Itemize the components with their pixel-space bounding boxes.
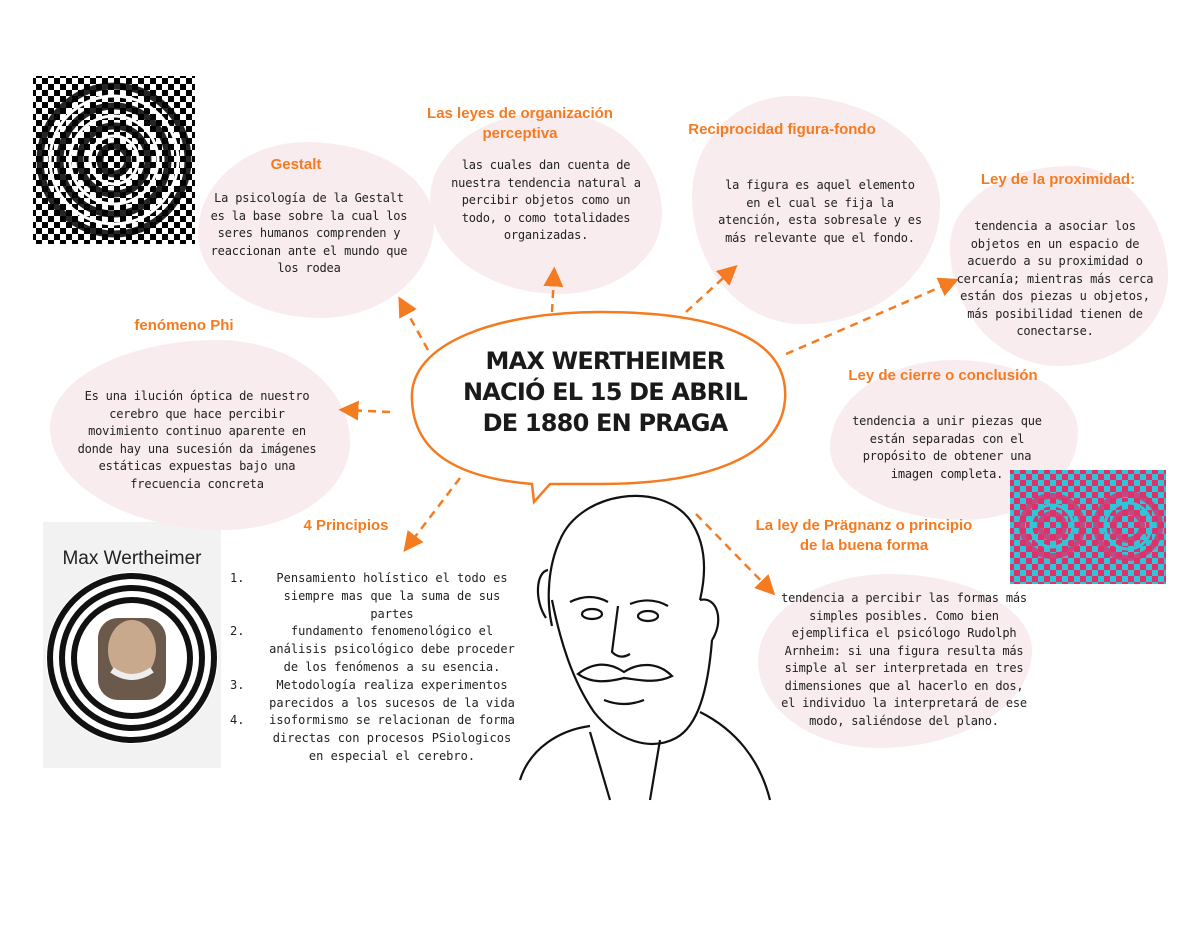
text-line: los rodea: [277, 261, 341, 275]
list-item: [226, 677, 526, 713]
list-item-text: [258, 677, 526, 713]
list-item-number: 2.: [230, 624, 245, 639]
central-title-line-2: NACIÓ EL 15 DE ABRIL: [462, 378, 747, 406]
text-line: La psicología de la Gestalt: [214, 191, 404, 205]
text-line: estáticas expuestas bajo una: [98, 459, 296, 473]
text-line: Pensamiento holístico el todo es: [276, 571, 508, 585]
text-line: cercanía; mientras más cerca: [956, 271, 1154, 286]
text-line: Metodología realiza experimentos: [276, 677, 508, 692]
text-line: están separadas con el: [869, 431, 1025, 446]
portrait-photo-spiral: [46, 572, 218, 744]
text-line: en el cual se fija la: [746, 195, 894, 210]
list-item-number: 4.: [230, 713, 245, 728]
phi-title: fenómeno Phi: [134, 317, 234, 334]
text-line: objetos en un espacio de: [970, 236, 1140, 251]
text-line: seres humanos comprenden y: [217, 226, 401, 240]
list-item: [226, 570, 526, 623]
list-item: [226, 712, 526, 765]
arrow-to-leyes: [552, 274, 554, 312]
arrow-to-reciprocidad: [686, 270, 732, 312]
text-line: simple al ser interpretada en tres: [784, 661, 1024, 675]
central-title: [440, 346, 770, 439]
text-line: nuestra tendencia natural a: [451, 175, 641, 190]
text-line: propósito de obtener una: [862, 449, 1032, 463]
phi-text: [52, 388, 342, 493]
praganz-title: [744, 516, 984, 556]
list-item-text: [258, 623, 526, 676]
central-title-line-3: DE 1880 EN PRAGA: [482, 409, 728, 437]
reciprocidad-text: [700, 177, 940, 247]
text-line: atención, esta sobresale y es: [718, 213, 922, 227]
text-line: es la base sobre la cual los: [210, 208, 408, 223]
text-line: en especial el cerebro.: [308, 748, 476, 763]
text-line: partes: [370, 606, 414, 621]
arrow-to-proximidad: [786, 282, 952, 354]
arrow-to-phi: [346, 410, 390, 412]
colorful-spiral-illusion-image: [1010, 470, 1166, 584]
text-line: de los fenómenos a su esencia.: [283, 659, 501, 674]
text-line: tendencia a asociar los: [974, 219, 1136, 233]
central-title-line-1: MAX WERTHEIMER: [485, 347, 725, 375]
gestalt-title: Gestalt: [270, 156, 322, 173]
text-line: cerebro que hace percibir: [109, 406, 285, 421]
leyes-title: [410, 104, 630, 144]
leyes-text: [430, 157, 662, 245]
text-line: están dos piezas u objetos,: [960, 289, 1150, 303]
text-line: más posibilidad tienen de: [967, 306, 1143, 321]
arrow-to-principios: [408, 478, 460, 546]
text-line: frecuencia concreta: [130, 476, 264, 491]
list-item-text: [258, 712, 526, 765]
text-line: las cuales dan cuenta de: [461, 158, 631, 172]
text-line: percibir objetos como un: [461, 193, 631, 207]
text-line: reaccionan ante el mundo que: [210, 243, 408, 258]
arrow-to-gestalt: [402, 303, 428, 350]
principios-list: [226, 570, 526, 766]
list-item-number: 3.: [230, 677, 245, 692]
text-line: el individuo la interpretará de ese: [781, 696, 1027, 710]
text-line: modo, saliéndose del plano.: [809, 713, 999, 728]
text-line: análisis psicológico debe proceder: [269, 642, 515, 657]
text-line: movimiento continuo aparente en: [88, 424, 306, 438]
cierre-title: Ley de cierre o conclusión: [848, 367, 1038, 384]
leyes-title-line-1: Las leyes de organización: [427, 105, 613, 122]
text-line: la figura es aquel elemento: [725, 178, 915, 192]
praganz-title-line-2: de la buena forma: [799, 537, 929, 554]
leyes-title-line-2: perceptiva: [482, 125, 558, 142]
proximidad-title: Ley de la proximidad:: [980, 171, 1136, 188]
text-line: dimensiones que al hacerlo en dos,: [784, 678, 1024, 693]
text-line: todo, o como totalidades: [461, 210, 631, 225]
reciprocidad-title: Reciprocidad figura-fondo: [688, 121, 876, 138]
list-item: [226, 623, 526, 676]
list-item-number: 1.: [230, 571, 245, 585]
text-line: organizadas.: [503, 228, 589, 242]
text-line: acuerdo a su proximidad o: [967, 254, 1143, 268]
text-line: donde hay una sucesión da imágenes: [77, 441, 317, 456]
text-line: Arnheim: si una figura resulta más: [784, 643, 1024, 658]
text-line: más relevante que el fondo.: [725, 230, 915, 245]
spiral-illusion-image: [33, 76, 195, 244]
praganz-title-line-1: La ley de Prägnanz o principio: [755, 517, 973, 534]
gestalt-text: [194, 190, 424, 278]
text-line: Es una ilución óptica de nuestro: [84, 389, 310, 403]
praganz-text: [762, 590, 1046, 730]
principios-title: 4 Principios: [303, 517, 389, 534]
cierre-text: [832, 413, 1062, 483]
text-line: isoformismo se relacionan de forma: [269, 713, 515, 728]
text-line: parecidos a los sucesos de la vida: [269, 695, 515, 710]
text-line: imagen completa.: [890, 466, 1004, 481]
text-line: siempre mas que la suma de sus: [283, 588, 501, 603]
text-line: conectarse.: [1016, 324, 1094, 338]
text-line: tendencia a unir piezas que: [852, 414, 1042, 428]
portrait-sketch-image: [520, 496, 770, 800]
proximidad-text: [944, 218, 1166, 341]
text-line: fundamento fenomenológico el: [290, 624, 494, 639]
text-line: ejemplifica el psicólogo Rudolph: [791, 626, 1017, 640]
text-line: directas con procesos PSiologicos: [272, 731, 512, 746]
portrait-photo-caption: Max Wertheimer: [62, 548, 202, 569]
text-line: tendencia a percibir las formas más: [781, 591, 1027, 605]
list-item-text: [258, 570, 526, 623]
text-line: simples posibles. Como bien: [809, 608, 999, 623]
